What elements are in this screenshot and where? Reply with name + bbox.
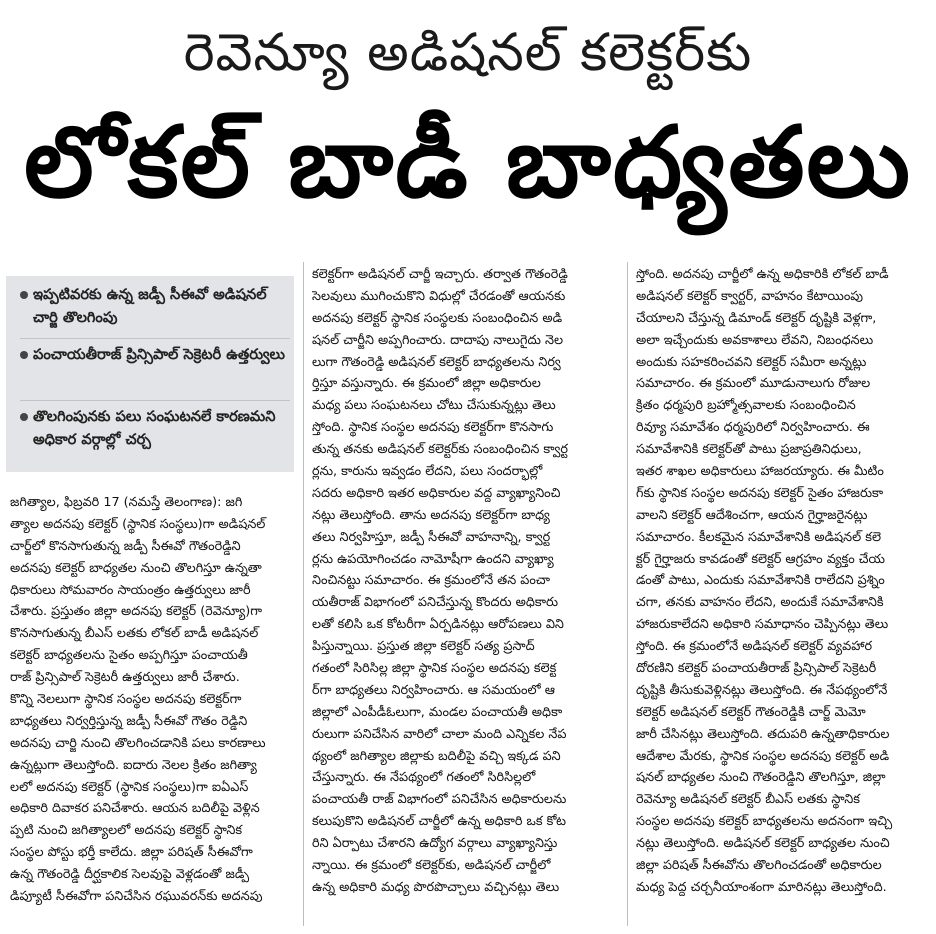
- article-column-3: [636, 264, 928, 899]
- highlight-divider: [20, 338, 290, 339]
- article-line: మధ్య పలు సంఘటనలు చోటు చేసుకున్నట్లు తెలు: [312, 398, 556, 414]
- article-line: ఆదేశాల మేరకు, స్థానిక సంస్థల అదనపు కలెక్టర్ అడి: [636, 748, 890, 764]
- article-line: చేశారు. ప్రస్తుతం జిల్లా అదనపు కలెక్టర్ (రెవెన్యూ)గా: [10, 604, 263, 620]
- article-line: షనల్ బాధ్యతల నుంచి గౌతంరెడ్డిని తొలగిస్తూ, జిల్లా: [636, 770, 886, 786]
- highlight-divider: [20, 400, 290, 401]
- highlight-text: తొలగింపునకు పలు సంఘటనలే కారణమని అధికార వర్గాల్లో చర్చ: [33, 408, 276, 448]
- article-line: ఉన్నట్లుగా తెలుస్తోంది. ఐదారు నెలల క్రితం జగిత్యా: [10, 757, 257, 773]
- article-line: చేయాలని చేస్తున్న డిమాండ్ కలెక్టర్ దృష్టికి వెళ్లగా,: [636, 310, 877, 326]
- highlight-item: [20, 406, 290, 451]
- article-line: స్తోంది. ఈ క్రమంలోనే అడిషనల్ కలెక్టర్ వ్యవహార: [636, 639, 873, 655]
- article-line: సెలవులు ముగించుకొని విధుల్లో చేరడంతో ఆయనకు: [312, 288, 566, 304]
- bullet-icon: [20, 351, 28, 359]
- article-line: అదనపు చార్జి నుంచి తొలగించడానికి పలు కారణాలు: [10, 735, 266, 751]
- article-line: స్తోంది. స్థానిక సంస్థల అదనపు కలెక్టర్‌గా కొనసాగు: [312, 420, 554, 436]
- article-line: నట్లు తెలుస్తోంది. అడిషనల్ కలెక్టర్ బాధ్యతల నుంచి: [636, 836, 890, 852]
- article-line: లతో కలిసి ఒక కోటరీగా ఏర్పడినట్లు ఆరోపణలు విని: [312, 617, 564, 633]
- article-line: సమాచారం. ఈ క్రమంలో మూడునాలుగు రోజుల: [636, 376, 871, 392]
- article-line: త్యాల అదనపు కలెక్టర్ (స్థానిక సంస్థలు)గా అడిషనల్: [10, 516, 266, 532]
- article-line: చార్జ్‌లో కొనసాగుతున్న జడ్పీ సీఈవో గౌతంరెడ్డిని: [10, 538, 241, 554]
- article-line: గ్‌కు స్థానిక సంస్థల అదనపు కలెక్టర్ సైతం హాజరుకా: [636, 485, 884, 501]
- article-line: ర్లను, కారును ఇవ్వడం లేదని, పలు సందర్భాల్లో: [312, 464, 543, 480]
- article-line: రిని ఏర్పాటు చేశారని ఉద్యోగ వర్గాలు వ్యాఖ్యానిస్తు: [312, 836, 558, 852]
- article-line: కొన్ని నెలలుగా స్థానిక సంస్థల అదనపు కలెక్టర్‌గా: [10, 692, 242, 708]
- article-line: దోరణిని కలెక్టర్ పంచాయతీరాజ్ ప్రిన్సిపాల్ సెక్రెటరీ: [636, 661, 877, 677]
- article-line: సమావేశానికి కలెక్టర్‌తో పాటు ప్రజాప్రతినిధులు,: [636, 442, 862, 458]
- article-line: అధికారి దివాకర పనిచేశారు. ఆయన బదిలీపై వెళ్లిన: [10, 801, 260, 817]
- article-line: ఉన్న గౌతంరెడ్డి దీర్ఘకాలిక సెలవుపై వెళ్లడంతో జడ్పీ: [10, 867, 250, 883]
- highlight-text: పంచాయతీరాజ్ ప్రిన్సిపాల్ సెక్రెటరీ ఉత్తర్వులు: [33, 346, 285, 363]
- article-line: లలో అదనపు కలెక్టర్ (స్థానిక సంస్థలు)గా ఐఏఎస్: [10, 779, 249, 795]
- article-line: ఇతర శాఖల అధికారులు హాజరయ్యారు. ఈ మీటిం: [636, 464, 884, 480]
- article-line: జిల్లా పరిషత్ సీఈవోను తొలగించడంతో అధికారుల: [636, 858, 882, 874]
- article-line: కలెక్టర్ బాధ్యతలను సైతం అప్పగిస్తూ పంచాయతీ: [10, 648, 248, 664]
- article-line: సదరు అధికారి ఇతర అధికారుల వద్ద వ్యాఖ్యానించి: [312, 485, 561, 501]
- article-line: దృష్టికి తీసుకువెళ్లినట్లు తెలుస్తోంది. ఈ నేపథ్యంలోనే: [636, 682, 888, 698]
- article-line: పిస్తున్నాయి. ప్రస్తుత జిల్లా కలెక్టర్ సత్య ప్రసాద్: [312, 639, 535, 655]
- column-divider: [303, 262, 304, 926]
- article-line: అదనపు కలెక్టర్ స్థానిక సంస్థలకు సంబంధించిన అడి: [312, 310, 563, 326]
- article-column-1: [10, 492, 294, 908]
- article-line: డంతో పాటు, ఎందుకు సమావేశానికి రాలేదని ప్రశ్నిం: [636, 573, 885, 589]
- article-line: తలు నిర్వహిస్తూ, జడ్పీ సీఈవో వాహనాన్ని, క్వార్ట: [312, 529, 551, 545]
- article-line: చేస్తున్నారు. ఈ నేపథ్యంలో గతంలో సిరిసిల్లలో: [312, 770, 536, 786]
- article-line: చగా, తనకు వాహనం లేదని, అందుకే సమావేశానికి: [636, 595, 884, 611]
- article-line: సంస్థల అదనపు కలెక్టర్ బాధ్యతలను అదనంగా ఇచ్చి: [636, 814, 893, 830]
- article-line: డిప్యూటీ సీఈవోగా పనిచేసిన రఘువరన్‌కు అదనపు: [10, 889, 263, 905]
- column-divider: [627, 262, 628, 926]
- article-line: సమాచారం. కీలకమైన సమావేశానికి అడిషనల్ కలె: [636, 529, 882, 545]
- article-line: క్టర్ గైర్హాజరు కావడంతో కలెక్టర్ ఆగ్రహం వ్యక్తం చేయ: [636, 551, 885, 567]
- article-line: హాజరుకాలేదని అధికారి సమాధానం చెప్పినట్లు తెలు: [636, 617, 889, 633]
- article-line: అలా ఇచ్చేందుకు అవకాశాలు లేవని, నిబంధనలు: [636, 332, 874, 348]
- article-line: నట్లు తెలుస్తోంది. తాను అదనపు కలెక్టర్‌గా బాధ్య: [312, 507, 550, 523]
- article-line: యతీరాజ్ విభాగంలో పనిచేస్తున్న కొందరు అధికారు: [312, 595, 559, 611]
- article-line: లుగా గౌతంరెడ్డి అడిషనల్ కలెక్టర్ బాధ్యతలను నిర్వ: [312, 354, 561, 370]
- highlights-box: [6, 276, 294, 472]
- article-line: రెవెన్యూ అడిషనల్ కలెక్టర్ బీఎస్ లతకు స్థానిక: [636, 792, 860, 808]
- bullet-icon: [20, 291, 28, 299]
- article-line: ధికారులు సోమవారం సాయంత్రం ఉత్తర్వులు జారీ: [10, 582, 251, 598]
- article-line: న్నాయి. ఈ క్రమంలో కలెక్టర్‌కు, అడిషనల్ చార్జీలో: [312, 858, 551, 874]
- article-line: బాధ్యతలు నిర్వర్తిస్తున్న జడ్పీ సీఈవో గౌతం రెడ్డిని: [10, 713, 248, 729]
- article-line: అదనపు కలెక్టర్ బాధ్యతల నుంచి తొలగిస్తూ ఉన్నతా: [10, 560, 262, 576]
- article-line: కొనసాగుతున్న బీఎస్ లతకు లోకల్ బాడీ అడిషనల్: [10, 626, 259, 642]
- article-line: కలెక్టర్ అడిషనల్ కలెక్టర్ గౌతంరెడ్డికి చార్జ్ మెమో: [636, 704, 866, 720]
- article-line: నించినట్టు సమాచారం. ఈ క్రమంలోనే తన పంచా: [312, 573, 551, 589]
- article-line: గతంలో సిరిసిల్ల జిల్లా స్థానిక సంస్థల అదనపు కలెక్ట: [312, 661, 557, 677]
- article-line: షనల్ చార్జీని అప్పగించారు. దాదాపు నాలుగైదు నెల: [312, 332, 564, 348]
- article-line: థ్యంలో జగిత్యాల జిల్లాకు బదిలీపై వచ్చి ఇక్కడ పని: [312, 748, 561, 764]
- highlight-text: ఇప్పటివరకు ఉన్న జడ్పీ సీఈవో అడిషనల్ చార్జి తొలగింపు: [33, 286, 267, 326]
- article-line: ప్పటి నుంచి జగిత్యాలలో అదనపు కలెక్టర్ స్థానిక: [10, 823, 243, 839]
- highlight-item: [20, 284, 290, 329]
- article-line: ఉన్న అధికారి మధ్య పొరపొచ్చాలు వచ్చినట్లు తెలు: [312, 879, 560, 895]
- article-line: అందుకు సహకరించవని కలెక్టర్ సమీరా అన్నట్లు: [636, 354, 867, 370]
- article-line: కలెక్టర్‌గా అడిషనల్ చార్జీ ఇచ్చారు. తర్వాత గౌతంరెడ్డి: [312, 267, 568, 282]
- article-line: రాజ్ ప్రిన్సిపాల్ సెక్రెటరీ ఉత్తర్వులు జారీ చేశారు.: [10, 670, 240, 686]
- article-line: సంస్థల పోస్టు భర్తీ కాలేదు. జిల్లా పరిషత్ సీఈవోగా: [10, 845, 253, 861]
- headline-line1: రెవెన్యూ అడిషనల్ కలెక్టర్‌కు: [183, 23, 753, 83]
- article-line: రివ్యూ సమావేశం ధర్మపురిలో నిర్వహించారు. ఈ: [636, 420, 870, 436]
- article-line: రులుగా పనిచేసిన వారిలో చాలా మంది ఎన్నికల నేప: [312, 726, 567, 742]
- article-line: ర్లను ఉపయోగించడం నామోషీగా ఉందని వ్యాఖ్యా: [312, 551, 554, 567]
- article-line: జారీ చేసినట్లు తెలుస్తోంది. తదుపరి ఉన్నతాధికారుల: [636, 726, 890, 742]
- article-line: జిల్లాలో ఎంపీడీఓలుగా, మండల పంచాయతీ అధికా: [312, 704, 563, 720]
- article-line: తున్న తనకు అడిషనల్ కలెక్టర్‌కు సంబంధించిన క్వార్ట: [312, 442, 568, 458]
- article-line: స్తోంది. అదనపు చార్జీలో ఉన్న అధికారికి లోకల్ బాడీ: [636, 267, 889, 282]
- article-line: ర్‌గా బాధ్యతలు నిర్వహించారు. ఆ సమయంలో ఆ: [312, 682, 555, 698]
- highlight-item: [20, 344, 290, 367]
- article-line: పంచాయతీ రాజ్ విభాగంలో పనిచేసిన అధికారులను: [312, 792, 567, 808]
- article-line: కలుపుకొని అడిషనల్ చార్జీలో ఉన్న అధికారి ఒక కోట: [312, 814, 567, 830]
- article-line: క్రితం ధర్మపురి బ్రహ్మోత్సవాలకు సంబంధించిన: [636, 398, 856, 414]
- article-column-2: [312, 264, 618, 899]
- bullet-icon: [20, 413, 28, 421]
- article-line: అడిషనల్ కలెక్టర్ క్వార్టర్, వాహనం కేటాయింపు: [636, 288, 864, 304]
- article-line: జగిత్యాల, ఫిబ్రవరి 17 (నమస్తే తెలంగాణ): జగి: [10, 495, 243, 510]
- headline-line2: లోకల్ బాడీ బాధ్యతలు: [24, 106, 912, 220]
- article-line: వాలని కలెక్టర్ ఆదేశించగా, ఆయన గైర్హాజరైనట్లు: [636, 507, 868, 523]
- article-line: ర్తిస్తూ వస్తున్నారు. ఈ క్రమంలో జిల్లా అధికారుల: [312, 376, 541, 392]
- article-line: మధ్య పెద్ద చర్చనీయాంశంగా మారినట్లు తెలుస్తోంది.: [636, 879, 887, 895]
